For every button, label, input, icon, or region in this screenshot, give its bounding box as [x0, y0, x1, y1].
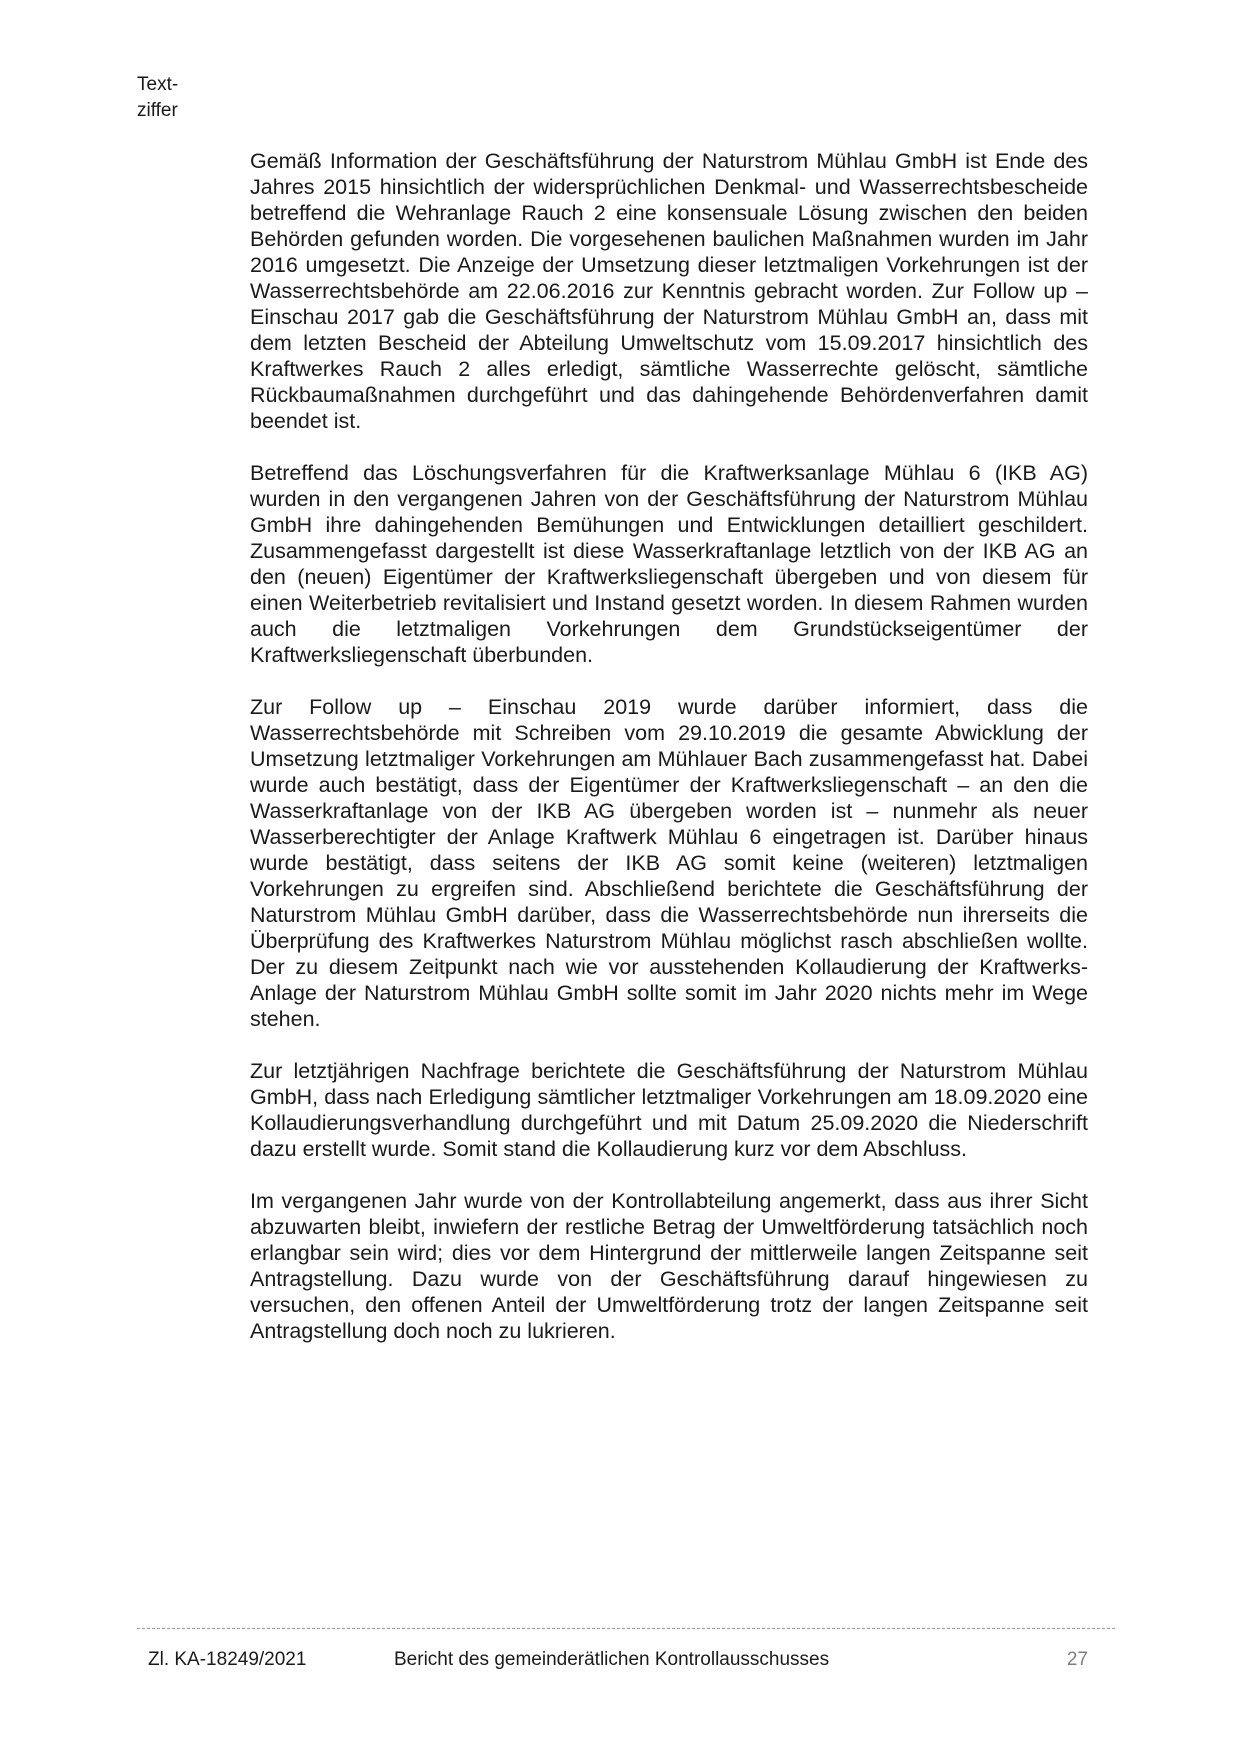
footer-title: Bericht des gemeinderätlichen Kontrollausschusses — [394, 1649, 830, 1670]
margin-note-line-2: ziffer — [137, 100, 178, 121]
paragraph-muehlau-6: Betreffend das Löschungsverfahren für die Kraftwerksanlage Mühlau 6 (IKB AG) wurden in den vergangenen Jahren von der Geschäftsführung der Naturstrom Mühlau GmbH ihre dahingehenden Bemühungen und Entwicklungen detailliert geschildert. Zusammengefasst dargestellt ist diese Wasserkraftanlage letztlich von der IKB AG an den (neuen) Eigentümer der Kraftwerksliegenschaft übergeben und von diesem für einen Weiterbetrieb revitalisiert und Instand gesetzt worden. In diesem Rahmen wurden auch die letztmaligen Vorkehrungen dem Grundstückseigentümer der Kraftwerksliegenschaft überbunden. — [250, 461, 1088, 667]
main-text-body — [250, 148, 1088, 1370]
footer-reference: Zl. KA-18249/2021 — [148, 1649, 307, 1670]
paragraph-einschau-2019: Zur Follow up – Einschau 2019 wurde darüber informiert, dass die Wasserrechtsbehörde mit Schreiben vom 29.10.2019 die gesamte Abwicklung der Umsetzung letztmaliger Vorkehrungen am Mühlauer Bach zusammengefasst hat. Dabei wurde auch bestätigt, dass der Eigentümer der Kraftwerksliegenschaft – an den die Wasserkraftanlage von der IKB AG übergeben worden ist – nunmehr als neuer Wasserberechtigter der Anlage Kraftwerk Mühlau 6 eingetragen ist. Darüber hinaus wurde bestätigt, dass seitens der IKB AG somit keine (weiteren) letztmaligen Vorkehrungen zu ergreifen sind. Abschließend berichtete die Geschäftsführung der Naturstrom Mühlau GmbH darüber, dass die Wasserrechtsbehörde nun ihrerseits die Überprüfung des Kraftwerkes Naturstrom Mühlau möglichst rasch abschließen wollte. Der zu diesem Zeitpunkt nach wie vor ausstehenden Kollaudierung der Kraftwerks-Anlage der Naturstrom Mühlau GmbH sollte somit im Jahr 2020 nichts mehr im Wege stehen. — [250, 695, 1088, 1031]
page-number: 27 — [1066, 1649, 1088, 1670]
footer-divider — [137, 1628, 1115, 1629]
margin-note-line-1: Text- — [137, 74, 179, 95]
margin-note-textziffer — [137, 72, 178, 124]
paragraph-rauch-2: Gemäß Information der Geschäftsführung der Naturstrom Mühlau GmbH ist Ende des Jahres 2015 hinsichtlich der widersprüchlichen Denkmal- und Wasserrechtsbescheide betreffend die Wehranlage Rauch 2 eine konsensuale Lösung zwischen den beiden Behörden gefunden worden. Die vorgesehenen baulichen Maßnahmen wurden im Jahr 2016 umgesetzt. Die Anzeige der Umsetzung dieser letztmaligen Vorkehrungen ist der Wasserrechtsbehörde am 22.06.2016 zur Kenntnis gebracht worden. Zur Follow up – Einschau 2017 gab die Geschäftsführung der Naturstrom Mühlau GmbH an, dass mit dem letzten Bescheid der Abteilung Umweltschutz vom 15.09.2017 hinsichtlich des Kraftwerkes Rauch 2 alles erledigt, sämtliche Wasserrechte gelöscht, sämtliche Rückbaumaßnahmen durchgeführt und das dahingehende Behördenverfahren damit beendet ist. — [250, 149, 1088, 433]
page-footer — [148, 1647, 1088, 1673]
paragraph-kollaudierung: Zur letztjährigen Nachfrage berichtete die Geschäftsführung der Naturstrom Mühlau GmbH, dass nach Erledigung sämtlicher letztmaliger Vorkehrungen am 18.09.2020 eine Kollaudierungsverhandlung durchgeführt und mit Datum 25.09.2020 die Niederschrift dazu erstellt wurde. Somit stand die Kollaudierung kurz vor dem Abschluss. — [250, 1059, 1088, 1161]
paragraph-umweltfoerderung: Im vergangenen Jahr wurde von der Kontrollabteilung angemerkt, dass aus ihrer Sicht abzuwarten bleibt, inwiefern der restliche Betrag der Umweltförderung tatsächlich noch erlangbar sein wird; dies vor dem Hintergrund der mittlerweile langen Zeitspanne seit Antragstellung. Dazu wurde von der Geschäftsführung darauf hingewiesen zu versuchen, den offenen Anteil der Umweltförderung trotz der langen Zeitspanne seit Antragstellung doch noch zu lukrieren. — [250, 1189, 1088, 1343]
